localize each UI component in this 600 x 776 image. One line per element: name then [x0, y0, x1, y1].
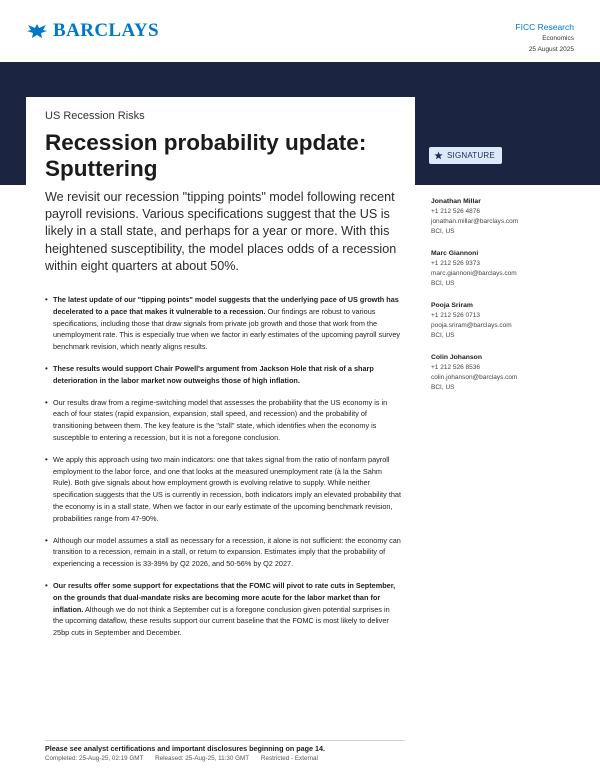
signature-badge [429, 147, 502, 164]
list-item [45, 580, 401, 639]
author-email[interactable]: colin.johanson@barclays.com [431, 374, 518, 381]
author-email[interactable]: pooja.sriram@barclays.com [431, 322, 512, 329]
section-label: Economics [542, 35, 574, 42]
signature-label: SIGNATURE [447, 151, 495, 160]
brand-name: BARCLAYS [53, 20, 159, 41]
author-entity: BCI, US [431, 228, 455, 235]
star-icon [434, 151, 443, 160]
key-points [45, 294, 401, 649]
division-label: FICC Research [515, 22, 574, 32]
author-phone: +1 212 526 0713 [431, 312, 480, 319]
author-name: Colin Johanson [431, 354, 482, 361]
author-phone: +1 212 526 4876 [431, 208, 480, 215]
author-email[interactable]: jonathan.millar@barclays.com [431, 218, 519, 225]
eagle-icon [26, 22, 48, 40]
report-date: 25 August 2025 [528, 46, 574, 53]
report-meta [515, 22, 574, 55]
bullet-bold: Our results offer some support for expectations that the FOMC will pivot to rate cuts in September, on the grounds that dual-mandate risks are becoming more acute for the labor market than for inflation. [53, 580, 396, 614]
author-entity: BCI, US [431, 332, 455, 339]
bullet-text: Although our model assumes a stall as necessary for a recession, it alone is not sufficient: the economy can transition to a recession, remain in a stall, or return to expansion. Estimates imply that the probability of experiencing a recession is 33-39% by Q2 2026, and 50-56% by Q2 2027. [53, 535, 401, 569]
list-item [45, 294, 401, 353]
page-footer [45, 740, 405, 764]
author-entity: BCI, US [431, 384, 455, 391]
bullet-text: Our findings are robust to various specifications, including those that draw signals from private job growth and those that work from the unemployment rate. This is especially true when we factor in early estimates of the upcoming payroll survey benchmark revision, which nearly aligns results. [53, 306, 401, 352]
author-card [431, 249, 581, 289]
bullet-bold: These results would support Chair Powell's argument from Jackson Hole that risk of a sharp deterioration in the labor market now outweighs those of high inflation. [53, 363, 374, 385]
author-card [431, 197, 581, 237]
list-item [45, 363, 401, 387]
restriction-label: Restricted - External [260, 755, 318, 762]
barclays-logo [26, 20, 159, 42]
bullet-text: Our results draw from a regime-switching model that assesses the probability that the US economy is in each of four states (rapid expansion, expansion, stall speed, and recession) and the probability of transitioning between them. The key feature is the "stall" state, which identifies when the economy is susceptible to entering a recession, but it is not a foregone conclusion. [53, 397, 388, 442]
completed-time: Completed: 25-Aug-25, 02:19 GMT [45, 755, 144, 762]
bullet-text: We apply this approach using two main indicators: one that takes signal from the ratio of nonfarm payroll employment to the labor force, and one that looks at the measured unemployment rate (à la the Sahm Rule). Both give signals about how employment growth is evolving relative to supply. While neither specification suggests that the US is currently in recession, both indicators imply an elevated probability that the economy is in a stall state. When we factor in our early estimate of the upcoming benchmark revision, probabilities range from 47-90%. [53, 454, 401, 523]
disclosure-note: Please see analyst certifications and important disclosures beginning on page 14. [45, 744, 325, 753]
author-entity: BCI, US [431, 280, 455, 287]
report-kicker: US Recession Risks [45, 110, 145, 122]
author-list [431, 197, 581, 405]
released-time: Released: 25-Aug-25, 11:30 GMT [155, 755, 250, 762]
author-card [431, 353, 581, 393]
author-phone: +1 212 526 9373 [431, 260, 480, 267]
list-item [45, 397, 401, 444]
list-item [45, 454, 401, 525]
author-name: Marc Giannoni [431, 250, 479, 257]
bullet-text: Although we do not think a September cut is a foregone conclusion given potential surprises in the upcoming dataflow, these results support our current baseline that the FOMC is most likely to deliver 25bp cuts in September and December. [53, 604, 390, 638]
bullet-bold: The latest update of our "tipping points" model suggests that the underlying pace of US growth has decelerated to a pace that makes it vulnerable to a recession. [53, 295, 399, 316]
author-card [431, 301, 581, 341]
author-name: Jonathan Millar [431, 198, 481, 205]
page-title: Recession probability update: Sputtering [45, 130, 367, 181]
author-name: Pooja Sriram [431, 302, 473, 309]
author-email[interactable]: marc.giannoni@barclays.com [431, 270, 517, 277]
lead-paragraph: We revisit our recession "tipping points" model following recent payroll revisions. Various specifications suggest that the US is likely in a stall state, and perhaps for a year or more. With this heightened susceptibility, the model places odds of a recession within eight quarters at about 50%. [45, 190, 397, 273]
release-info [45, 754, 405, 764]
author-phone: +1 212 526 8536 [431, 364, 480, 371]
list-item [45, 535, 401, 570]
